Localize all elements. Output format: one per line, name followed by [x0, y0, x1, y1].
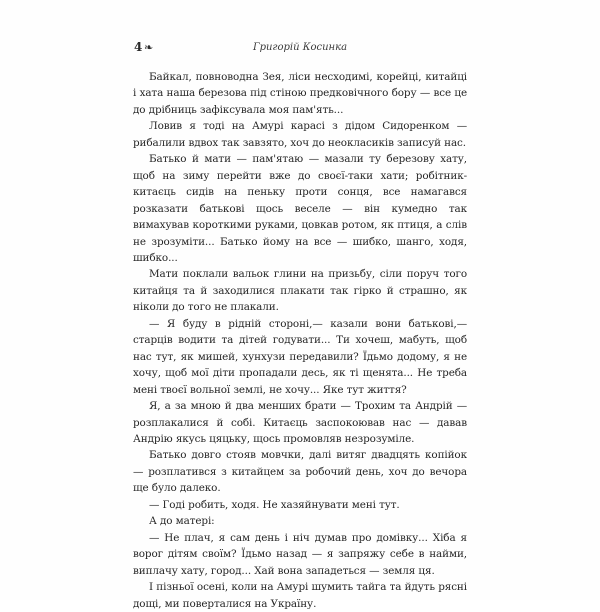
fleuron-icon: ❧ — [144, 41, 154, 54]
running-title: Григорій Косинка — [252, 42, 348, 53]
body-text — [133, 69, 467, 612]
paragraph: — Годі робить, ходя. Не хазяйнувати мені тут. — [149, 498, 400, 511]
paragraph: Я, а за мною й два менших брати — Трохим та Андрій — розплакалися й собі. Китаєць заспокоював нас — давав Андрію якусь цяцьку, щось промовляв незрозуміле. — [133, 400, 467, 445]
paragraph: Батько й мати — пам'ятаю — мазали ту березову хату, щоб на зиму перейти вже до своєї-таки хати; робітник-китаєць сидів на пеньку проти сонця, все намагався розказати батькові щось веселе — він кумедно так вимахував короткими руками, цовкав ротом, як птиця, а слів не зрозуміти... Батько йому на все — шибко, шанго, ходя, шибко... — [133, 153, 467, 264]
paragraph: І пізньої осені, коли на Амурі шумить тайга та йдуть рясні дощі, ми поверталися на Україну. — [133, 581, 467, 610]
paragraph: Мати поклали вальок глини на призьбу, сіли поруч того китайця та й заходилися плакати так гірко й страшно, як ніколи до того не плакали. — [133, 268, 467, 314]
paragraph: Ловив я тоді на Амурі карасі з дідом Сидоренком — рибалили вдвох так завзято, хоч до неокласиків записуй нас. — [133, 120, 467, 149]
paragraph: Байкал, повноводна Зея, ліси несходимі, корейці, китайці і хата наша березова під стіною предковічного бору — все це до дрібниць зафіксувала моя пам'ять... — [133, 71, 467, 116]
paragraph: А до матері: — [149, 515, 215, 528]
page-header — [134, 40, 466, 56]
page-number: 4 — [134, 40, 143, 54]
paragraph: Батько довго стояв мовчки, далі витяг двадцять копійок — розплатився з китайцем за робочий день, хоч до вечора ще було далеко. — [133, 449, 467, 495]
paragraph: — Не плач, я сам день і ніч думав про домівку... Хіба я ворог дітям своїм? Їдьмо назад — я запряжу себе в найми, виплачу хату, город... Хай вона западеться — земля ця. — [133, 531, 467, 577]
paragraph: — Я буду в рідній стороні,— казали вони батькові,— старців водити та дітей годувати... Ти хочеш, мабуть, щоб нас тут, як мишей, хунхузи передавили? Їдьмо додому, я не хочу, щоб мої діти пропадали десь, як ті щенята... Не треба мені твоєї вольної землі, не хочу... Яке тут життя? — [133, 317, 467, 396]
